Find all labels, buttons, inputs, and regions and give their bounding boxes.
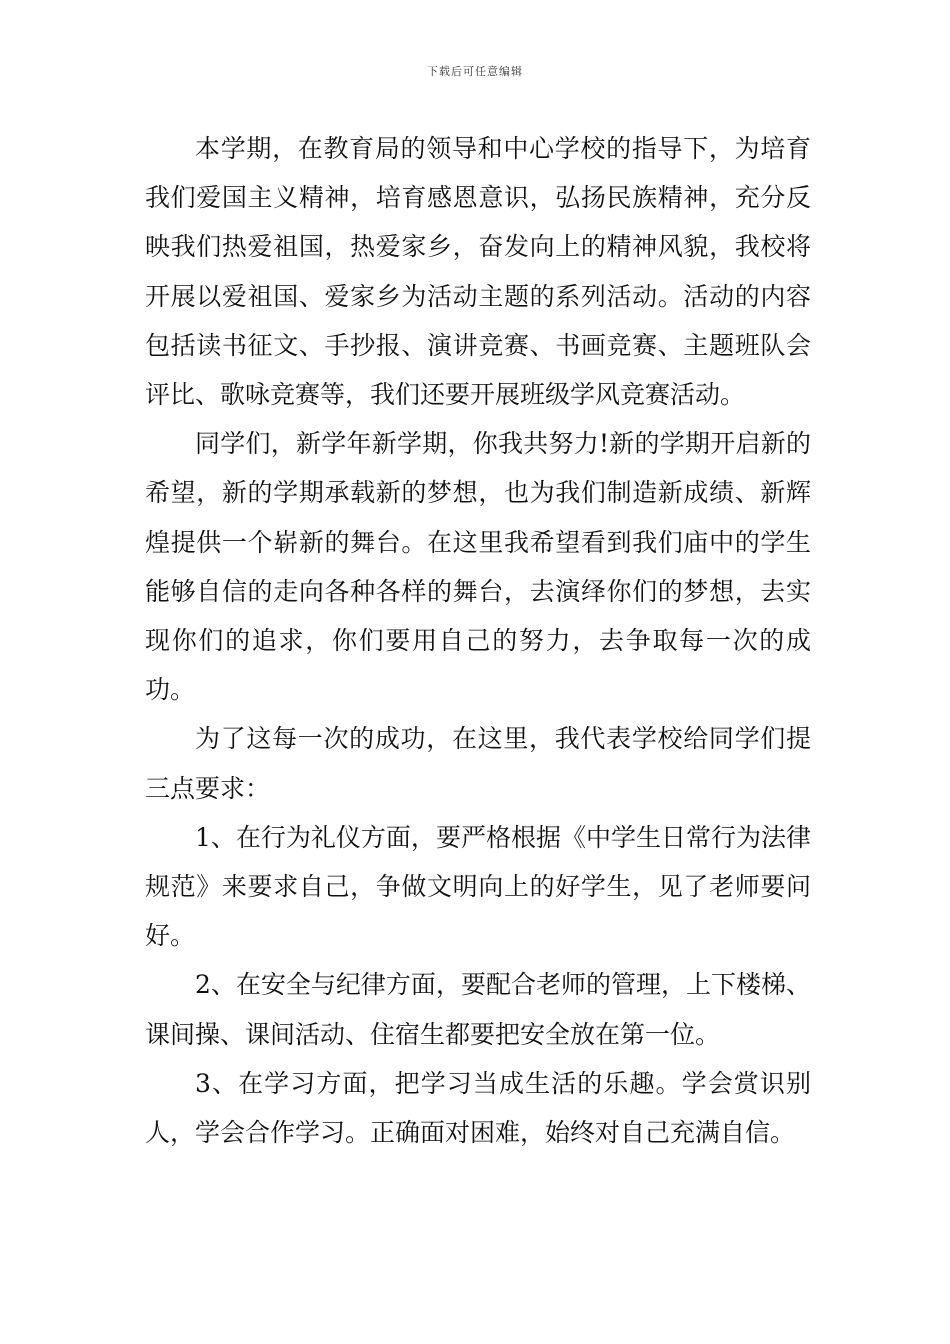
paragraph-requirement-etiquette: 1、在行为礼仪方面，要严格根据《中学生日常行为法律规范》来要求自己，争做文明向上的好学生，见了老师要问好。: [145, 822, 811, 951]
paragraph-activities: 本学期，在教育局的领导和中心学校的指导下，为培育我们爱国主义精神，培育感恩意识，弘扬民族精神，充分反映我们热爱祖国，热爱家乡，奋发向上的精神风貌，我校将开展以爱祖国、爱家乡为活动主题的系列活动。活动的内容包括读书征文、手抄报、演讲竞赛、书画竞赛、主题班队会评比、歌咏竞赛等，我们还要开展班级学风竞赛活动。: [145, 134, 811, 410]
paragraph-requirements-intro: 为了这每一次的成功，在这里，我代表学校给同学们提三点要求：: [145, 724, 811, 803]
paragraph-new-semester: 同学们，新学年新学期，你我共努力!新的学期开启新的希望，新的学期承载新的梦想，也为我们制造新成绩、新辉煌提供一个崭新的舞台。在这里我希望看到我们庙中的学生能够自信的走向各种各样的舞台，去演绎你们的梦想，去实现你们的追求，你们要用自己的努力，去争取每一次的成功。: [145, 429, 811, 705]
paragraph-requirement-safety: 2、在安全与纪律方面，要配合老师的管理，上下楼梯、课间操、课间活动、住宿生都要把安全放在第一位。: [145, 970, 811, 1049]
header-note: 下载后可任意编辑: [427, 65, 523, 78]
document-body: [145, 124, 811, 1157]
paragraph-requirement-study: 3、在学习方面，把学习当成生活的乐趣。学会赏识别人，学会合作学习。正确面对困难，始终对自己充满自信。: [145, 1068, 811, 1148]
